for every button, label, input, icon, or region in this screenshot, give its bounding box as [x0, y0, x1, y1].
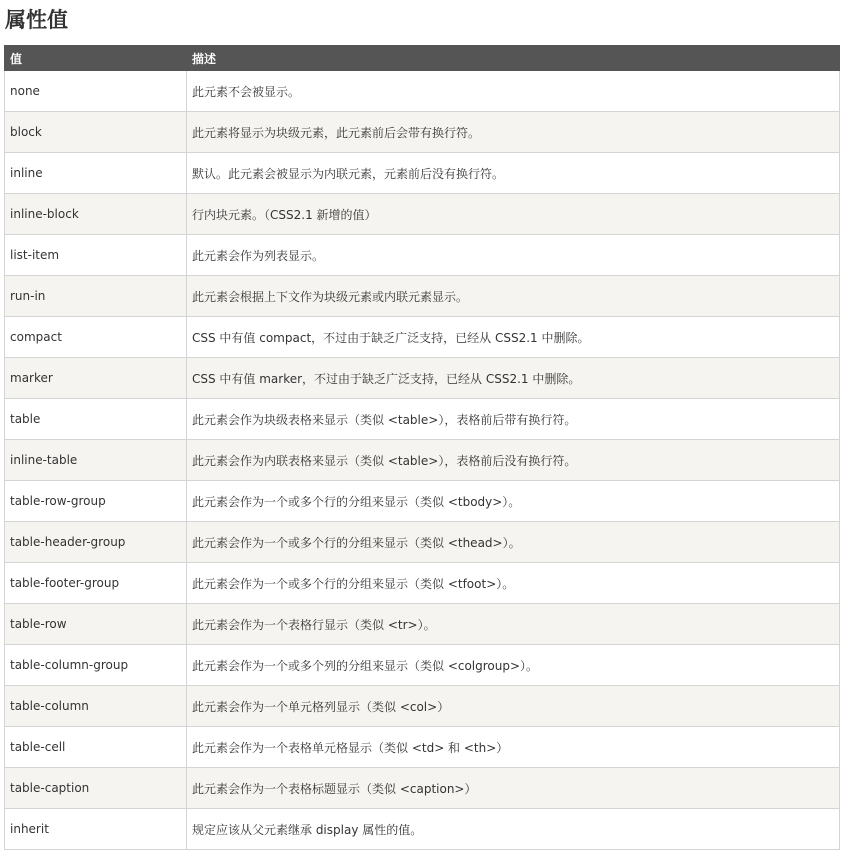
description-cell: 此元素会根据上下文作为块级元素或内联元素显示。 [187, 276, 840, 317]
table-row [5, 71, 840, 112]
description-cell: CSS 中有值 marker，不过由于缺乏广泛支持，已经从 CSS2.1 中删除。 [187, 358, 840, 399]
value-cell: inherit [5, 809, 187, 850]
column-header-description: 描述 [187, 46, 840, 71]
value-cell: table-column [5, 686, 187, 727]
property-values-table [4, 45, 840, 850]
description-cell: 此元素会作为一个或多个行的分组来显示（类似 <thead>）。 [187, 522, 840, 563]
table-row [5, 112, 840, 153]
description-cell: 此元素会作为一个表格行显示（类似 <tr>）。 [187, 604, 840, 645]
value-cell: table-column-group [5, 645, 187, 686]
value-cell: block [5, 112, 187, 153]
table-row [5, 522, 840, 563]
value-cell: compact [5, 317, 187, 358]
description-cell: 此元素会作为内联表格来显示（类似 <table>），表格前后没有换行符。 [187, 440, 840, 481]
column-header-value: 值 [5, 46, 187, 71]
description-cell: 此元素会作为一个或多个行的分组来显示（类似 <tfoot>）。 [187, 563, 840, 604]
description-cell: 默认。此元素会被显示为内联元素，元素前后没有换行符。 [187, 153, 840, 194]
value-cell: table-header-group [5, 522, 187, 563]
description-cell: 此元素会作为一个表格单元格显示（类似 <td> 和 <th>） [187, 727, 840, 768]
table-row [5, 645, 840, 686]
description-cell: 此元素会作为一个或多个列的分组来显示（类似 <colgroup>）。 [187, 645, 840, 686]
value-cell: table-row [5, 604, 187, 645]
value-cell: marker [5, 358, 187, 399]
table-row [5, 440, 840, 481]
value-cell: table-footer-group [5, 563, 187, 604]
value-cell: table-row-group [5, 481, 187, 522]
table-row [5, 358, 840, 399]
description-cell: 此元素会作为列表显示。 [187, 235, 840, 276]
table-row [5, 399, 840, 440]
table-row [5, 686, 840, 727]
description-cell: 此元素会作为块级表格来显示（类似 <table>），表格前后带有换行符。 [187, 399, 840, 440]
description-cell: 行内块元素。（CSS2.1 新增的值） [187, 194, 840, 235]
description-cell: 此元素会作为一个单元格列显示（类似 <col>） [187, 686, 840, 727]
section-title: 属性值 [5, 8, 68, 32]
description-cell: 此元素会作为一个或多个行的分组来显示（类似 <tbody>）。 [187, 481, 840, 522]
table-row [5, 604, 840, 645]
table-row [5, 153, 840, 194]
value-cell: run-in [5, 276, 187, 317]
table-row [5, 276, 840, 317]
value-cell: inline-block [5, 194, 187, 235]
value-cell: inline [5, 153, 187, 194]
value-cell: list-item [5, 235, 187, 276]
table-row [5, 809, 840, 850]
value-cell: inline-table [5, 440, 187, 481]
description-cell: 此元素不会被显示。 [187, 71, 840, 112]
description-cell: 此元素会作为一个表格标题显示（类似 <caption>） [187, 768, 840, 809]
table-row [5, 563, 840, 604]
value-cell: none [5, 71, 187, 112]
value-cell: table-cell [5, 727, 187, 768]
table-row [5, 727, 840, 768]
description-cell: 此元素将显示为块级元素，此元素前后会带有换行符。 [187, 112, 840, 153]
table-row [5, 194, 840, 235]
table-row [5, 235, 840, 276]
table-header-row [5, 46, 840, 71]
description-cell: CSS 中有值 compact，不过由于缺乏广泛支持，已经从 CSS2.1 中删除。 [187, 317, 840, 358]
value-cell: table [5, 399, 187, 440]
table-row [5, 481, 840, 522]
table-row [5, 768, 840, 809]
description-cell: 规定应该从父元素继承 display 属性的值。 [187, 809, 840, 850]
table-row [5, 317, 840, 358]
value-cell: table-caption [5, 768, 187, 809]
